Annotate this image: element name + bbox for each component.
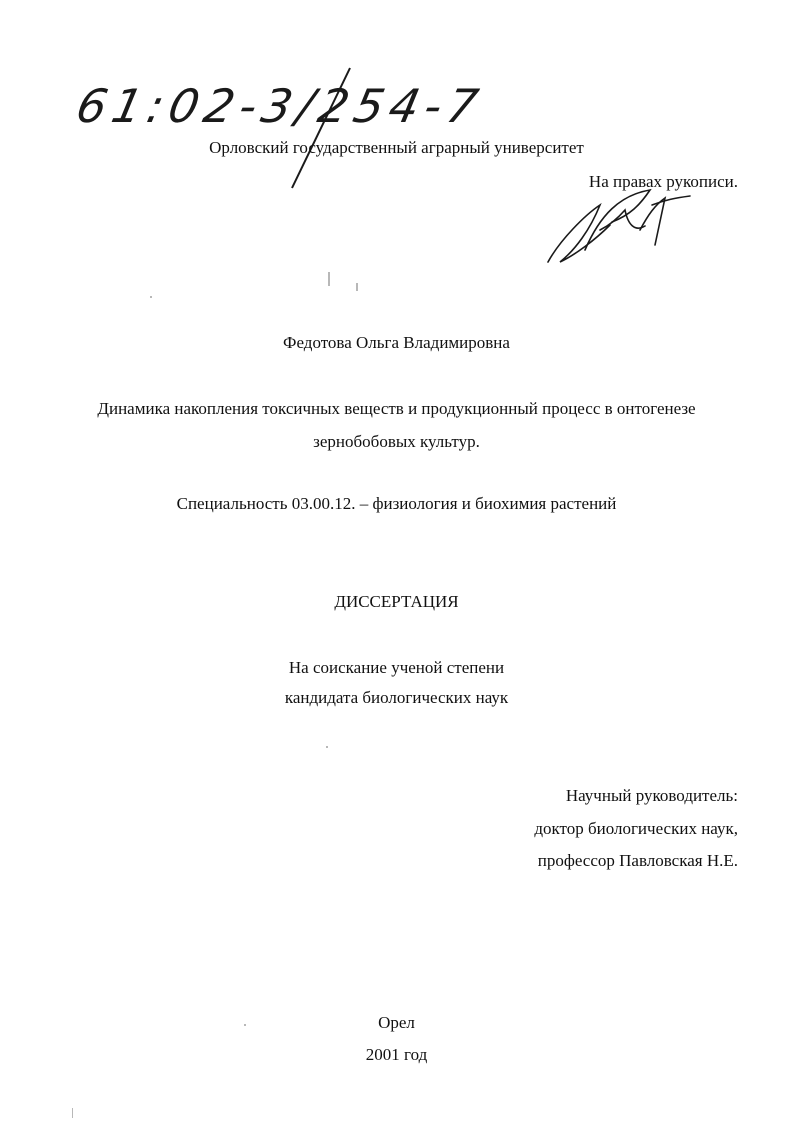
degree-line2: кандидата биологических наук [284, 688, 509, 707]
dissertation-title-line2: зернобобовых культур. [313, 432, 480, 451]
manuscript-rights-note: На правах рукописи. [588, 172, 738, 191]
city: Орел [378, 1013, 415, 1032]
specialty-line: Специальность 03.00.12. – физиология и биохимия растений [176, 494, 617, 513]
scan-speck [356, 283, 358, 291]
supervisor-heading: Научный руководитель: [565, 786, 738, 805]
dissertation-title-line1: Динамика накопления токсичных веществ и продукционный процесс в онтогенезе [97, 399, 696, 418]
degree-line1: На соискание ученой степени [288, 658, 505, 677]
supervisor-degree: доктор биологических наук, [534, 819, 738, 838]
scan-speck [244, 1024, 246, 1026]
scan-speck [150, 296, 152, 298]
signature-drawing [548, 190, 690, 262]
supervisor-name: профессор Павловская Н.Е. [537, 851, 738, 870]
document-type: ДИССЕРТАЦИЯ [334, 592, 459, 611]
archive-code-text: 61:02-3/254-7 [71, 79, 489, 133]
scan-speck [326, 746, 328, 748]
year: 2001 год [365, 1045, 428, 1064]
scan-speck [328, 272, 330, 286]
scan-speck [72, 1108, 73, 1118]
author-name: Федотова Ольга Владимировна [283, 333, 510, 352]
university-name: Орловский государственный аграрный университет [209, 138, 584, 157]
